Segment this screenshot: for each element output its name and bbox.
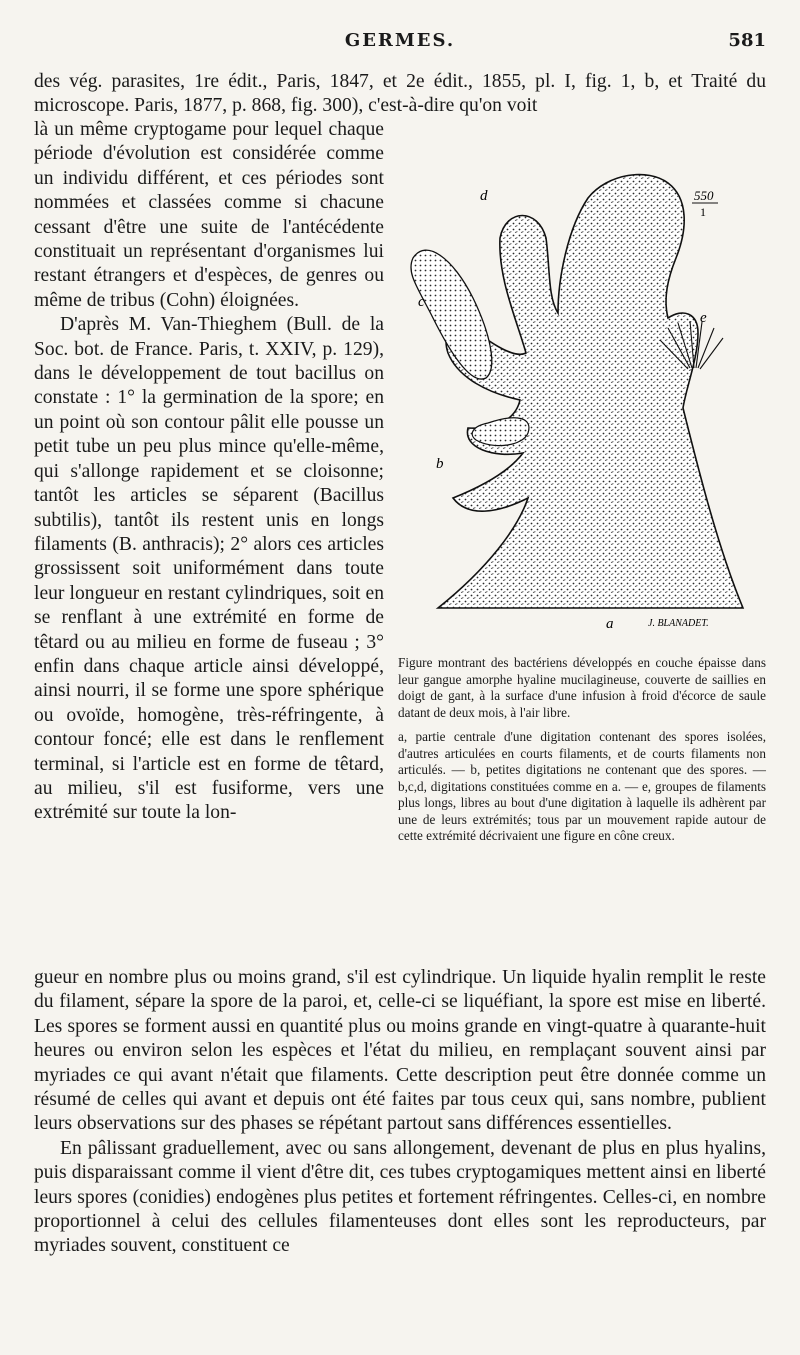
running-title: GERMES. (344, 30, 456, 51)
caption-main: Figure montrant des bactériens développés en couche épaisse dans leur gangue amorphe hyaline mucilagineuse, couverte de saillies en doigt de gant, à la surface d'une infusion à froid d'écorce de saule datant de deux mois, à l'air libre. (398, 655, 766, 720)
magnification-sub: 1 (700, 205, 706, 219)
figure-illustration (398, 168, 768, 648)
paragraph-continuation-bottom: gueur en nombre plus ou moins grand, s'il est cylindrique. Un liquide hyalin remplit le reste du filament, sépare la spore de la paroi, et, celle-ci se liquéfiant, la spore est mise en liberté. Les spores se forment aussi en quantité plus ou moins grande en vingt-quatre à quarante-huit heures ou environ selon les espèces et l'état du milieu, en remplaçant souvent ainsi par myriades ce qui avant n'était que filaments. Cette description peut être donnée comme un résumé de celles qui avant et depuis ont été faites par tous ceux qui, sans nombre, publient leurs observations sur des phases se répétant partout sans différences essentielles. (34, 967, 766, 1135)
figure-label-d: d (480, 188, 488, 204)
caption-legend: a, partie centrale d'une digitation contenant des spores isolées, d'autres articulées en courts filaments, et de courts filaments non articulés. — b, petites digitations ne contenant que des spores. — b,c,d, digitations constituées comme en a. — e, groupes de filaments plus longs, libres au bout d'une digitation à laquelle ils adhèrent par une de leurs extrémités; tous par un mouvement rapide autour de cette extrémité décrivaient une figure en cône creux. (398, 729, 766, 843)
figure-caption (398, 655, 766, 845)
figure-label-e: e (700, 310, 707, 326)
bacteria-figure (398, 168, 768, 648)
digitation-b (472, 418, 529, 446)
intro-paragraph: des vég. parasites, 1re édit., Paris, 1847, et 2e édit., 1855, pl. I, fig. 1, b, et Traité du microscope. Paris, 1877, p. 868, fig. 300), c'est-à-dire qu'on voit (34, 71, 766, 117)
left-column (34, 118, 384, 826)
page-number: 581 (728, 30, 766, 51)
magnification-label: 550 (694, 188, 714, 203)
figure-label-b: b (436, 456, 444, 472)
bottom-text (34, 966, 766, 1259)
colony-mass (438, 175, 743, 608)
figure-label-c: c (418, 294, 425, 310)
page-header (34, 30, 766, 58)
figure-label-a: a (606, 616, 614, 632)
paragraph-continuation: là un même cryptogame pour lequel chaque période d'évolution est considérée comme un individu différent, et ces périodes sont nommées et classées comme si chacune cessant d'être une suite de l'antécédente constituait un représentant d'organismes lui restant étrangers et d'espèces, de genres ou même de tribus (Cohn) éloignées. (34, 119, 384, 311)
paragraph-van-thieghem: D'après M. Van-Thieghem (Bull. de la Soc. bot. de France. Paris, t. XXIV, p. 129), dans le développement de tout bacillus on constate : 1° la germination de la spore; en un point où son contour pâlit elle pousse un petit tube un peu plus mince qu'elle-même, qui s'allonge rapidement et se cloisonne; tantôt les articles se séparent (Bacillus subtilis), tantôt ils restent unis en longs filaments (B. anthracis); 2° alors ces articles grossissent soit uniformément dans toute leur longueur en restant cylindriques, soit en se renflant à une extrémité en forme de têtard ou au milieu en forme de fuseau ; 3° enfin dans chaque article ainsi développé, ainsi nourri, il se forme une spore sphérique ou ovoïde, homogène, très-réfringente, à contour foncé; elle est dans le renflement terminal, si l'article est en forme de têtard, au milieu, s'il est fusiforme, vers une extrémité sur toute la lon- (34, 314, 384, 824)
engraver-signature: J. BLANADET. (648, 618, 709, 629)
paragraph-next: En pâlissant graduellement, avec ou sans allongement, devenant de plus en plus hyalins, puis disparaissant comme il vient d'être dit, ces tubes cryptogamiques mettent ainsi en liberté leurs spores (conidies) endogènes plus petites et fortement réfringentes. Celles-ci, en nombre proportionnel à celui des cellules filamenteuses dont elles sont les reproducteurs, par myriades souvent, constituent ce (34, 1137, 766, 1257)
